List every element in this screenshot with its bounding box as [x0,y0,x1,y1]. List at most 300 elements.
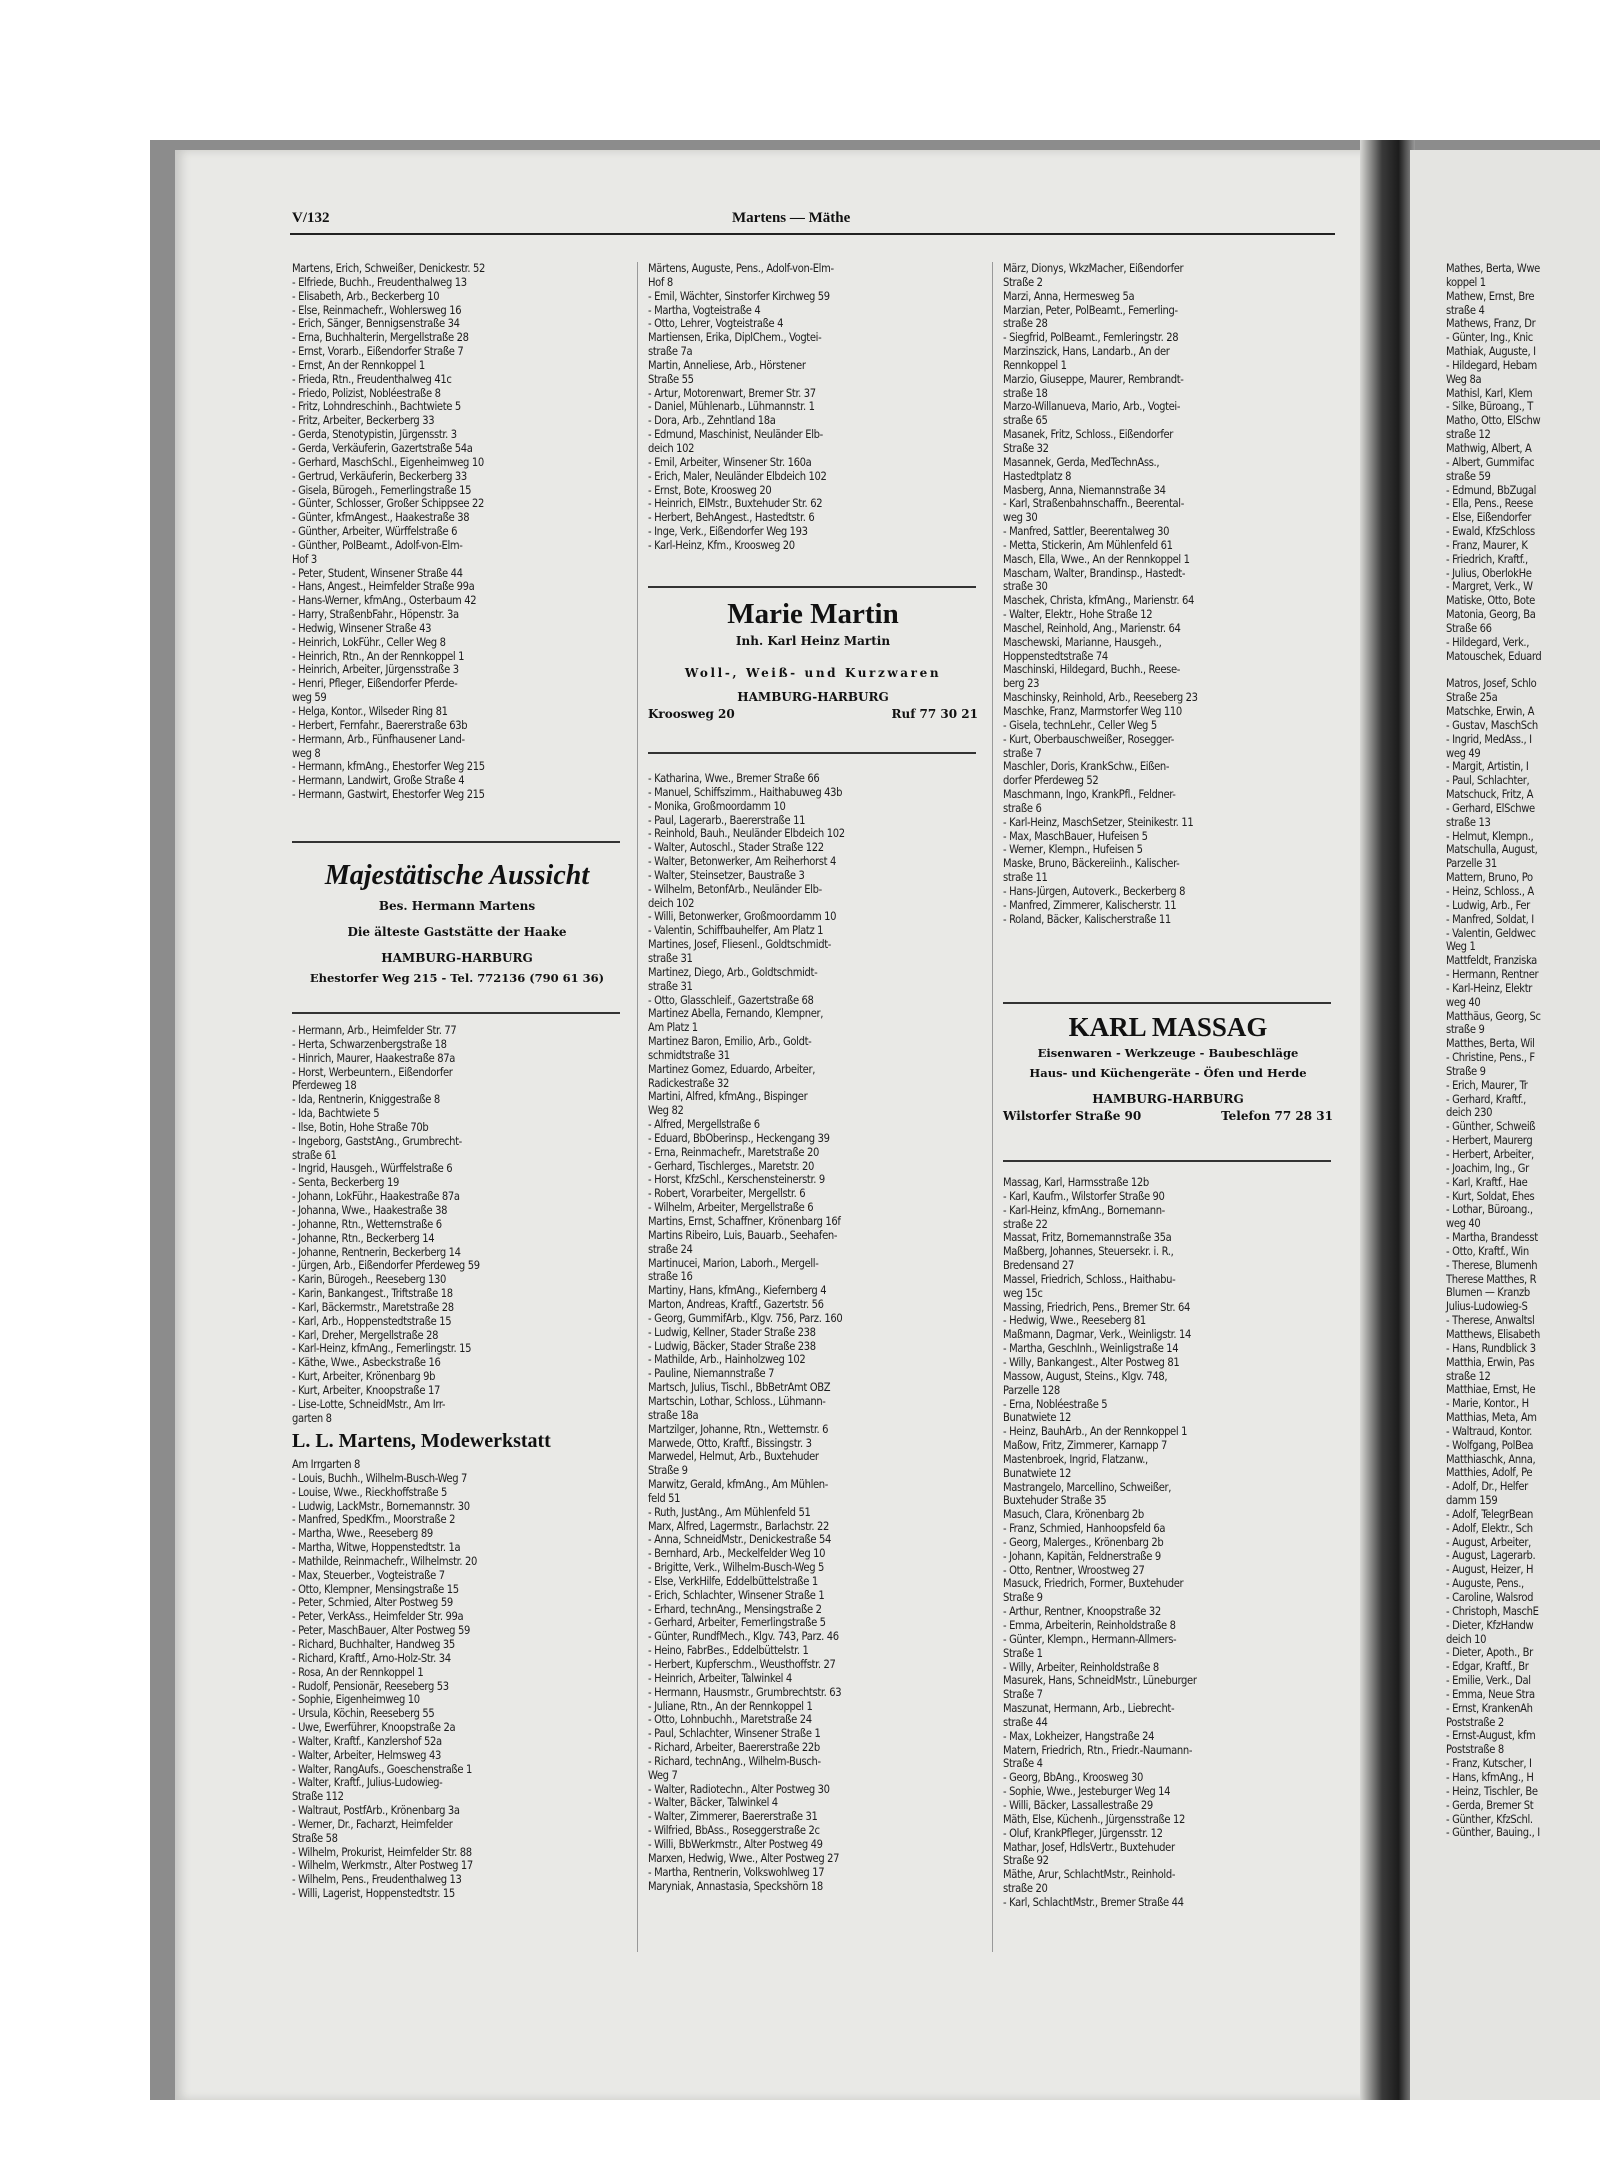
header-rule [290,233,1335,235]
directory-entry: - Sophie, Wwe., Jesteburger Weg 14 [1003,1785,1171,1799]
directory-entry: - Martha, Rentnerin, Volkswohlweg 17 [648,1865,825,1879]
directory-entry: Mathwig, Albert, A [1446,441,1532,455]
directory-entry: - Günther, Schweiß [1446,1120,1536,1134]
directory-entry: - Adolf, Elektr., Sch [1446,1521,1533,1535]
directory-entry: Marzio, Giuseppe, Maurer, Rembrandt- [1003,372,1184,386]
directory-entry: - Gerda, Verkäuferin, Gazertstraße 54a [292,441,473,455]
directory-entry: - Auguste, Pens., [1446,1577,1524,1591]
right-page [1410,150,1600,2100]
directory-entry: Weg 1 [1446,940,1476,954]
directory-entry: Matthäus, Georg, Sc [1446,1009,1541,1023]
directory-entry: - Artur, Motorenwart, Bremer Str. 37 [648,386,816,400]
directory-entry: Mäthe, Arur, SchlachtMstr., Reinhold- [1003,1868,1176,1882]
directory-entry: - Anna, SchneidMstr., Denickestraße 54 [648,1533,832,1547]
directory-entry: - Joachim, Ing., Gr [1446,1161,1529,1175]
directory-entry: Maschler, Doris, KrankSchw., Eißen- [1003,760,1170,774]
directory-entry: straße 22 [1003,1217,1048,1231]
directory-entry: - Karl-Heinz, MaschSetzer, Steinikestr. 11 [1003,815,1194,829]
directory-entry: Marwedel, Helmut, Arb., Buxtehuder [648,1450,819,1464]
directory-entry: - Erich, Maurer, Tr [1446,1078,1528,1092]
ad-address: Wilstorfer Straße 90 [1003,1109,1142,1123]
directory-entry: - Ingeborg, GaststAng., Grumbrecht- [292,1134,462,1148]
directory-entry: straße 65 [1003,414,1048,428]
directory-entry: - Monika, Großmoordamm 10 [648,799,786,813]
directory-entry: Matthias, Meta, Am [1446,1411,1537,1425]
directory-entry: - Herbert, Fernfahr., Baererstraße 63b [292,718,468,732]
directory-entry: - Inge, Verk., Eißendorfer Weg 193 [648,525,808,539]
ad-rule [292,841,620,843]
directory-entry: straße 6 [1003,801,1042,815]
ad-city: HAMBURG-HARBURG [381,951,533,965]
directory-entry: - Silke, Büroang., T [1446,400,1534,414]
directory-entry: - Franz, Schmied, Hanhoopsfeld 6a [1003,1522,1166,1536]
directory-entry: - Hildegard, Verk., [1446,635,1530,649]
directory-entry: - Martha, Brandesst [1446,1231,1538,1245]
directory-entry: - Caroline, Walsrod [1446,1591,1534,1604]
directory-entry: - Eduard, BbOberinsp., Heckengang 39 [648,1131,830,1145]
directory-entry: - Werner, Klempn., Hufeisen 5 [1003,843,1143,857]
directory-entry: Martens, Erich, Schweißer, Denickestr. 52 [292,262,486,275]
directory-entry: - Hermann, Hausmstr., Grumbrechtstr. 63 [648,1685,842,1699]
directory-entry: März, Dionys, WkzMacher, Eißendorfer [1003,262,1184,275]
directory-entry: - Waltraut, PostfArb., Krönenbarg 3a [292,1804,460,1818]
directory-entry: - Heinrich, Rtn., An der Rennkoppel 1 [292,649,465,663]
directory-entry: - Erhard, technAng., Mensingstraße 2 [648,1602,822,1616]
ad-address: Kroosweg 20 [648,707,735,721]
directory-entry: Maschmann, Ingo, KrankPfl., Feldner- [1003,788,1176,802]
ad-rule [1003,1002,1331,1004]
directory-entry: straße 12 [1446,428,1491,442]
directory-entry: Straße 9 [648,1464,688,1478]
directory-entry: Maschewski, Marianne, Hausgeh., [1003,635,1162,649]
directory-entry: Blumen — Kranzb [1446,1286,1530,1300]
directory-entry: Hof 8 [648,275,673,289]
directory-entry: - Valentin, Schiffbauhelfer, Am Platz 1 [648,924,824,938]
directory-entry: Martiensen, Erika, DiplChem., Vogtei- [648,331,822,345]
directory-entry: Martins, Ernst, Schaffner, Krönenbarg 16f [648,1215,841,1228]
directory-entry: deich 230 [1446,1106,1493,1120]
directory-entry: - Günter, Schlosser, Großer Schippsee 22 [292,497,485,511]
directory-entry: - Heinrich, LokFühr., Celler Weg 8 [292,635,446,649]
directory-entry: - Walter, RangAufs., Goeschenstraße 1 [292,1762,472,1776]
directory-entry: - Ella, Pens., Reese [1446,497,1533,511]
directory-entry: Bunatwiete 12 [1003,1411,1071,1425]
directory-entry: Matouschek, Eduard [1446,649,1542,663]
directory-entry: - Henri, Pfleger, Eißendorfer Pferde- [292,677,458,691]
directory-entry: straße 24 [648,1242,693,1256]
directory-entry: - Adolf, Dr., Helfer [1446,1480,1528,1494]
ad-line2: Haus- und Küchengeräte - Öfen und Herde [1029,1066,1307,1080]
directory-entry: Hof 3 [292,552,317,566]
directory-entry: - Emil, Arbeiter, Winsener Str. 160a [648,455,812,469]
directory-entry: Mattfeldt, Franziska [1446,954,1537,968]
directory-entry: - Jürgen, Arb., Eißendorfer Pferdeweg 59 [292,1259,480,1273]
directory-entry: Julius-Ludowieg-S [1446,1300,1528,1314]
directory-entry: - August, Lagerarb. [1446,1549,1536,1563]
directory-entry: - Wilfried, BbAss., Roseggerstraße 2c [648,1824,820,1838]
directory-entry: weg 59 [292,691,327,705]
directory-entry: - Erich, Schlachter, Winsener Straße 1 [648,1588,825,1602]
directory-entry: - Walter, Zimmerer, Baererstraße 31 [648,1810,818,1824]
directory-entry: - Hans, Angest., Heimfelder Straße 99a [292,580,475,594]
directory-entry: Masurek, Hans, SchneidMstr., Lüneburger [1003,1674,1197,1688]
directory-entry: Massow, August, Steins., Klgv. 748, [1003,1369,1168,1383]
directory-entry: Pferdeweg 18 [292,1079,357,1093]
directory-entry: - Karin, Bürogeh., Reeseberg 130 [292,1273,447,1287]
directory-entry: - Katharina, Wwe., Bremer Straße 66 [648,772,820,785]
ad-majestaetische-aussicht [292,860,622,988]
directory-entry: - Käthe, Wwe., Asbeckstraße 16 [292,1356,441,1370]
directory-entry: Matthies, Adolf, Pe [1446,1466,1533,1480]
directory-entry: Mastenbroek, Ingrid, Flatzanw., [1003,1452,1148,1466]
directory-entry: - Reinhold, Bauh., Neuländer Elbdeich 102 [648,827,845,841]
directory-entry: - Elisabeth, Arb., Beckerberg 10 [292,289,440,303]
directory-entry: - Otto, Glasschleif., Gazertstraße 68 [648,993,814,1007]
directory-entry: straße 16 [648,1270,693,1284]
ad-rule [648,586,976,588]
directory-entry: Masanek, Fritz, Schloss., Eißendorfer [1003,428,1174,442]
directory-entry: - Bernhard, Arb., Meckelfelder Weg 10 [648,1547,826,1561]
directory-entry: Therese Matthes, R [1446,1272,1537,1286]
directory-entry: - Julius, OberlokHe [1446,566,1532,580]
directory-entry: - Günter, kfmAngest., Haakestraße 38 [292,511,470,525]
directory-entry: Masuck, Friedrich, Former, Buxtehuder [1003,1577,1184,1591]
directory-entry: - Hermann, kfmAng., Ehestorfer Weg 215 [292,760,485,774]
directory-entry: straße 44 [1003,1715,1048,1729]
directory-entry: Buxtehuder Straße 35 [1003,1494,1107,1508]
directory-entry: Marzo-Willanueva, Mario, Arb., Vogtei- [1003,400,1181,414]
directory-entry: - Herbert, Arbeiter, [1446,1148,1534,1161]
directory-entry: - Daniel, Mühlenarb., Lühmannstr. 1 [648,400,815,414]
directory-entry: Martinez Abella, Fernando, Klempner, [648,1007,824,1021]
directory-entry: Martin, Anneliese, Arb., Hörstener [648,358,806,372]
directory-entry: deich 102 [648,441,695,455]
directory-entry: - Max, Lokheizer, Hangstraße 24 [1003,1729,1155,1743]
column-1 [292,262,622,802]
directory-entry: - Peter, Student, Winsener Straße 44 [292,566,463,580]
directory-entry: - Sophie, Eigenheimweg 10 [292,1693,420,1707]
directory-entry: - Martha, Vogteistraße 4 [648,303,761,317]
directory-entry: - Ursula, Köchin, Reeseberg 55 [292,1707,435,1721]
directory-entry: - Hildegard, Hebam [1446,358,1537,372]
directory-entry: - Edmund, BbZugal [1446,483,1537,497]
directory-entry: - Herta, Schwarzenbergstraße 18 [292,1037,447,1051]
directory-entry: - Rudolf, Pensionär, Reeseberg 53 [292,1679,449,1693]
directory-entry: - Walter, Kraftf., Kanzlershof 52a [292,1734,442,1748]
directory-entry: Am Platz 1 [648,1021,698,1035]
directory-entry: - Gerhard, ElSchwe [1446,801,1535,815]
directory-entry: weg 49 [1446,746,1481,760]
directory-entry: Straße 66 [1446,621,1492,635]
ad-rule [292,1012,620,1014]
directory-entry: - Franz, Kutscher, I [1446,1757,1532,1771]
page-title: Martens — Mäthe [732,210,851,226]
directory-entry: Mathisl, Karl, Klem [1446,386,1533,400]
column-divider [992,262,993,1952]
directory-entry: - Willi, BbWerkmstr., Alter Postweg 49 [648,1837,823,1851]
directory-entry: - Else, VerkHilfe, Eddelbüttelstraße 1 [648,1574,818,1588]
directory-entry: - Franz, Maurer, K [1446,538,1528,552]
directory-entry: dorfer Pferdeweg 52 [1003,774,1099,788]
directory-entry: - Heinrich, Arbeiter, Talwinkel 4 [648,1671,792,1685]
directory-entry: - Wilhelm, Arbeiter, Mergellstraße 6 [648,1201,814,1215]
directory-entry: Martinucei, Marion, Laborh., Mergell- [648,1256,819,1270]
directory-entry: - Herbert, Maurerg [1446,1134,1533,1148]
directory-entry: - Robert, Vorarbeiter, Mergellstr. 6 [648,1187,806,1201]
directory-entry: Mathews, Franz, Dr [1446,317,1536,331]
directory-entry: - Karl, Arb., Hoppenstedtstraße 15 [292,1314,452,1328]
directory-entry: - Ingrid, MedAss., I [1446,732,1532,746]
directory-entry: - Walter, Elektr., Hohe Straße 12 [1003,608,1153,622]
directory-entry: Masch, Ella, Wwe., An der Rennkoppel 1 [1003,552,1190,566]
directory-entry: - Martha, Witwe, Hoppenstedtstr. 1a [292,1541,461,1555]
directory-entry: - Günter, Ing., Knic [1446,331,1533,345]
directory-entry: Straße 32 [1003,441,1049,455]
ad-slogan: Die älteste Gaststätte der Haake [347,925,567,939]
directory-entry: - Margit, Artistin, I [1446,760,1529,774]
directory-entry: Matiske, Otto, Bote [1446,594,1535,608]
directory-entry: Mäth, Else, Küchenh., Jürgensstraße 12 [1003,1812,1186,1826]
directory-entry: - Hans-Jürgen, Autoverk., Beckerberg 8 [1003,884,1186,898]
ad-title: Majestätische Aussicht [324,860,590,891]
directory-entry: Marwede, Otto, Kraftf., Bissingstr. 3 [648,1436,812,1450]
directory-entry: - Gisela, Bürogeh., Femerlingstraße 15 [292,483,472,497]
directory-entry: Matthiae, Ernst, He [1446,1383,1536,1397]
directory-entry: damm 159 [1446,1494,1498,1508]
directory-entry: - Manfred, Zimmerer, Kalischerstr. 11 [1003,898,1177,912]
directory-entry: - Ernst, An der Rennkoppel 1 [292,358,425,372]
column-3 [1003,262,1333,927]
directory-entry: - Karl, Bäckermstr., Maretstraße 28 [292,1300,454,1314]
column-2 [648,262,978,553]
directory-entry: - Friedrich, Kraftf., [1446,552,1528,566]
directory-entry: Am Irrgarten 8 [292,1458,361,1471]
directory-entry: straße 61 [292,1148,337,1162]
directory-entry: - Paul, Schlachter, [1446,774,1530,788]
directory-entry: Massag, Karl, Harmsstraße 12b [1003,1176,1149,1189]
ad-rule [648,752,976,754]
directory-entry: - Walter, Betonwerker, Am Reiherhorst 4 [648,855,836,869]
directory-entry: Straße 1 [1003,1646,1043,1660]
directory-entry: Marx, Alfred, Lagermstr., Barlachstr. 22 [648,1519,830,1533]
directory-entry: - Otto, Kraftf., Win [1446,1244,1529,1258]
directory-entry: Matthews, Elisabeth [1446,1327,1540,1341]
directory-entry: - Paul, Lagerarb., Baererstraße 11 [648,813,806,827]
directory-entry: - Alfred, Mergellstraße 6 [648,1118,760,1132]
directory-entry: - Hermann, Landwirt, Große Straße 4 [292,774,465,788]
directory-entry: - Max, MaschBauer, Hufeisen 5 [1003,829,1148,843]
ad-city: HAMBURG-HARBURG [737,690,889,704]
directory-entry: deich 102 [648,896,695,910]
directory-entry: - Manuel, Schiffszimm., Haithabuweg 43b [648,785,843,799]
directory-entry: - Mathilde, Arb., Hainholzweg 102 [648,1353,806,1367]
directory-entry: - Gertrud, Verkäuferin, Beckerberg 33 [292,469,467,483]
directory-entry: - Friedo, Polizist, Nobléestraße 8 [292,386,441,400]
directory-entry: Marxen, Hedwig, Wwe., Alter Postweg 27 [648,1851,840,1865]
ad-address: Ehestorfer Weg 215 - Tel. 772136 (790 61 36) [309,971,605,985]
directory-entry: - Uwe, Ewerführer, Knoopstraße 2a [292,1721,456,1735]
directory-entry: - Karl, Dreher, Mergellstraße 28 [292,1328,439,1342]
directory-entry: - Dieter, KfzHandw [1446,1618,1534,1632]
directory-entry: - Hinrich, Maurer, Haakestraße 87a [292,1051,456,1065]
directory-entry: - Ernst, Vorarb., Eißendorfer Straße 7 [292,345,464,359]
directory-entry: - Kurt, Oberbauschweißer, Rosegger- [1003,732,1175,746]
directory-entry: - Juliane, Rtn., An der Rennkoppel 1 [648,1699,813,1713]
directory-entry: straße 18a [648,1408,699,1422]
directory-entry: - Louis, Buchh., Wilhelm-Busch-Weg 7 [292,1471,468,1485]
directory-entry: - Günther, Bauing., I [1446,1826,1540,1840]
directory-entry: Mathar, Josef, HdlsVertr., Buxtehuder [1003,1840,1175,1854]
directory-entry: Straße 9 [1446,1064,1486,1078]
directory-entry: Radickestraße 32 [648,1076,729,1090]
directory-entry: Maszunat, Hermann, Arb., Liebrecht- [1003,1702,1175,1716]
directory-entry: Martinez Gomez, Eduardo, Arbeiter, [648,1062,816,1076]
directory-entry: - Helmut, Klempn., [1446,829,1534,843]
directory-entry: - Wilhelm, Werkmstr., Alter Postweg 17 [292,1859,473,1873]
directory-entry: - Christoph, MaschE [1446,1604,1539,1618]
directory-entry: Martini, Alfred, kfmAng., Bispinger [648,1090,808,1104]
directory-entry [1446,663,1600,677]
directory-entry: - Emilie, Verk., Dal [1446,1674,1531,1688]
directory-entry: - Erich, Maler, Neuländer Elbdeich 102 [648,469,827,483]
directory-entry: - Erna, Nobléestraße 5 [1003,1397,1108,1411]
directory-entry: - Johanne, Rentnerin, Beckerberg 14 [292,1245,461,1259]
directory-entry: - Willy, Arbeiter, Reinholdstraße 8 [1003,1660,1159,1674]
ad-line1: Eisenwaren - Werkzeuge - Baubeschläge [1037,1046,1299,1060]
directory-entry: - Georg, BbAng., Kroosweg 30 [1003,1771,1144,1785]
directory-entry: - Gerhard, Kraftf., [1446,1092,1526,1106]
directory-entry: - Ernst, KrankenAh [1446,1701,1533,1715]
directory-entry: - Manfred, SpedKfm., Moorstraße 2 [292,1513,456,1527]
directory-entry: Maßberg, Johannes, Steuersekr. i. R., [1003,1245,1174,1259]
directory-entry: - Heinz, Schloss., A [1446,884,1534,898]
directory-entry: Weg 7 [648,1768,678,1782]
directory-entry: - Kurt, Arbeiter, Knoopstraße 17 [292,1383,440,1397]
directory-entry: - Karl, Kraftf., Hae [1446,1175,1528,1189]
directory-entry: - Walter, Radiotechn., Alter Postweg 30 [648,1782,830,1796]
ad-modewerkstatt: L. L. Martens, Modewerkstatt [292,1430,551,1452]
ad-owner: Bes. Hermann Martens [378,899,536,913]
directory-entry: - Karl-Heinz, Elektr [1446,981,1533,995]
directory-entry: - Ida, Bachtwiete 5 [292,1107,380,1121]
column-divider [637,262,638,1952]
directory-entry: - Horst, Werbeuntern., Eißendorfer [292,1065,453,1079]
ad-owner: Inh. Karl Heinz Martin [735,634,891,648]
directory-entry: - Hermann, Rentner [1446,968,1539,982]
directory-entry: straße 31 [648,979,693,993]
directory-entry: weg 40 [1446,995,1481,1009]
directory-entry: - Walter, Arbeiter, Helmsweg 43 [292,1748,441,1762]
directory-entry: - Karl-Heinz, kfmAng., Bornemann- [1003,1203,1165,1217]
directory-entry: - Günter, RundfMech., Klgv. 743, Parz. 46 [648,1630,839,1644]
directory-entry: koppel 1 [1446,275,1486,289]
directory-entry: Mattern, Bruno, Po [1446,871,1533,885]
directory-entry: Marzian, Peter, PolBeamt., Femerling- [1003,303,1178,317]
directory-entry: - Gerhard, Tischlerges., Maretstr. 20 [648,1159,815,1173]
directory-entry: - Hans, Rundblick 3 [1446,1341,1536,1355]
directory-entry: - Willy, Bankangest., Alter Postweg 81 [1003,1355,1180,1369]
directory-entry: - Hermann, Arb., Heimfelder Str. 77 [292,1024,457,1037]
directory-entry: Straße 92 [1003,1854,1049,1868]
directory-entry: - Günther, KfzSchl. [1446,1812,1533,1826]
directory-entry: - Walter, Autoschl., Stader Straße 122 [648,841,824,855]
directory-entry: Parzelle 31 [1446,857,1497,871]
directory-entry: Martinez, Diego, Arb., Goldtschmidt- [648,965,818,979]
directory-entry: Poststraße 8 [1446,1743,1504,1757]
directory-entry: Matthia, Erwin, Pas [1446,1355,1535,1369]
directory-entry: Straße 25a [1446,691,1498,705]
directory-entry: - Arthur, Rentner, Knoopstraße 32 [1003,1605,1161,1619]
directory-entry: - Johann, Kapitän, Feldnerstraße 9 [1003,1549,1161,1563]
directory-entry: Marwitz, Gerald, kfmAng., Am Mühlen- [648,1478,829,1492]
directory-entry: - Ingrid, Hausgeh., Würffelstraße 6 [292,1162,453,1176]
directory-entry: - Waltraud, Kontor. [1446,1424,1532,1438]
directory-entry: - Heinz, Tischler, Be [1446,1784,1538,1798]
directory-entry: - Dora, Arb., Zehntland 18a [648,414,776,428]
ad-contact-row [1003,1109,1333,1123]
directory-entry: - Paul, Schlachter, Winsener Straße 1 [648,1727,821,1741]
directory-entry: straße 13 [1446,815,1491,829]
directory-entry: - Wolfgang, PolBea [1446,1438,1534,1452]
directory-entry: Parzelle 128 [1003,1383,1060,1397]
directory-entry: - Dieter, Apoth., Br [1446,1646,1533,1660]
directory-entry: - Peter, Schmied, Alter Postweg 59 [292,1596,453,1610]
directory-entry: - Manfred, Sattler, Beerentalweg 30 [1003,525,1170,539]
directory-entry: - Emma, Arbeiterin, Reinholdstraße 8 [1003,1619,1176,1632]
directory-entry: - Johann, LokFühr., Haakestraße 87a [292,1190,460,1204]
directory-entry: - Richard, Buchhalter, Handweg 35 [292,1637,455,1651]
directory-entry: - Richard, Arbeiter, Baererstraße 22b [648,1741,820,1755]
ad-phone: Telefon 77 28 31 [1221,1109,1333,1123]
directory-entry: - Marie, Kontor., H [1446,1397,1529,1411]
directory-entry: Straße 58 [292,1831,338,1845]
directory-entry: - Willi, Betonwerker, Großmoordamm 10 [648,910,837,924]
directory-entry: Straße 112 [292,1790,344,1804]
directory-entry: Matschuck, Fritz, A [1446,788,1534,802]
directory-entry: - Else, Eißendorfer [1446,511,1532,525]
directory-entry: straße 20 [1003,1882,1048,1896]
directory-entry: Matern, Friedrich, Rtn., Friedr.-Naumann- [1003,1743,1193,1757]
directory-entry: straße 12 [1446,1369,1491,1383]
ad-slogan: Woll-, Weiß- und Kurzwaren [684,666,942,680]
directory-entry: Massel, Friedrich, Schloss., Haithabu- [1003,1272,1176,1286]
directory-entry: - Willi, Lagerist, Hoppenstedtstr. 15 [292,1887,455,1901]
directory-entry: - Christine, Pens., F [1446,1051,1535,1065]
directory-entry: - Karl, SchlachtMstr., Bremer Straße 44 [1003,1895,1184,1909]
directory-entry: Straße 9 [1003,1591,1043,1605]
directory-entry: - Helga, Kontor., Wilseder Ring 81 [292,705,448,718]
directory-entry: - Hermann, Gastwirt, Ehestorfer Weg 215 [292,788,485,802]
directory-entry: - Else, Reinmachefr., Wohlersweg 16 [292,303,462,317]
directory-entry: straße 28 [1003,317,1048,331]
directory-entry: Maschke, Franz, Marmstorfer Weg 110 [1003,705,1182,718]
directory-entry: - Heinrich, Arbeiter, Jürgensstraße 3 [292,663,459,677]
directory-entry: - Hans, kfmAng., H [1446,1770,1534,1784]
page-number: V/132 [292,210,330,226]
directory-entry: - Rosa, An der Rennkoppel 1 [292,1665,424,1679]
directory-entry: - Gustav, MaschSch [1446,718,1538,732]
directory-entry: - Ewald, KfzSchloss [1446,525,1535,539]
directory-entry: Maßmann, Dagmar, Verk., Weinligstr. 14 [1003,1328,1192,1342]
directory-entry: Matros, Josef, Schlo [1446,677,1537,691]
directory-entry: berg 23 [1003,677,1040,691]
directory-entry: Matschke, Erwin, A [1446,705,1535,718]
directory-entry: - Walter, Kraftf., Julius-Ludowieg- [292,1776,443,1790]
directory-entry: - Ludwig, Arb., Fer [1446,898,1530,912]
directory-entry: - Otto, Klempner, Mensingstraße 15 [292,1582,459,1596]
directory-entry: - Senta, Beckerberg 19 [292,1176,399,1190]
directory-entry: - Hedwig, Winsener Straße 43 [292,621,432,635]
